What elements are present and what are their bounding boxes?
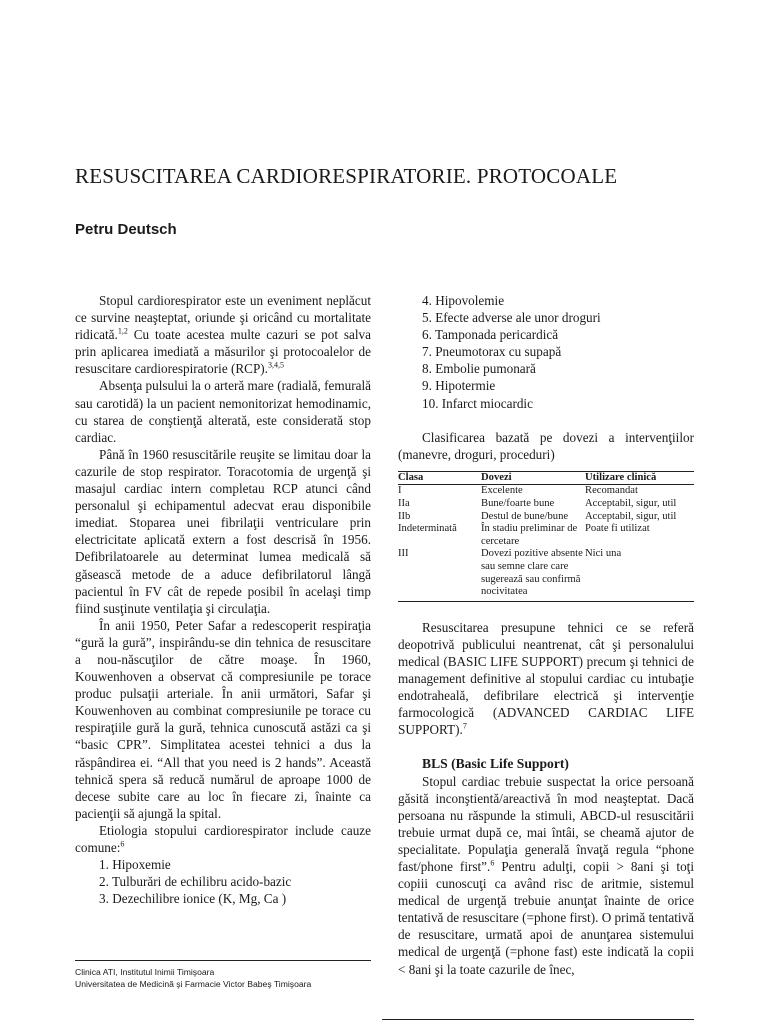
causes-list-right [398, 292, 694, 412]
table-header: Clasa [398, 471, 481, 485]
table-header: Utilizare clinică [585, 471, 694, 485]
resuscitation-paragraph: Resuscitarea presupune tehnici ce se referă deopotrivă publicului neantrenat, cât şi personalului medical (BASIC LIFE SUPPORT) precum şi tehnici de management definitive al stopului cardiac cu intubaţie endotraheală, defibrilare electrică şi intervenţie farmocologică (ADVANCED CARDIAC LIFE SUPPORT).$^7$ [398, 619, 694, 738]
list-item: 1. Hipoxemie [99, 857, 171, 873]
list-item: 4. Hipovolemie [422, 293, 505, 308]
list-item: 5. Efecte adverse ale unor droguri [422, 310, 601, 326]
table-row: Indeterminată În stadiu preliminar de cercetare Poate fi utilizat [398, 523, 650, 547]
causes-list-left [75, 856, 371, 907]
author-name: Petru Deutsch [75, 221, 177, 238]
table-row: I Excelente Recomandat [398, 485, 638, 497]
list-item: 9. Hipotermie [422, 378, 496, 394]
list-item: 3. Dezechilibre ionice (K, Mg, Ca ) [99, 891, 287, 907]
classification-intro: Clasificarea bazată pe dovezi a intervenţiilor (manevre, droguri, proceduri) [398, 429, 694, 462]
page-bottom-divider [382, 1019, 694, 1020]
right-column [398, 292, 694, 978]
table-row: IIb Destul de bune/bune Acceptabil, sigur, util [398, 510, 677, 522]
page-title: RESUSCITAREA CARDIORESPIRATORIE. PROTOCOALE [75, 164, 618, 188]
table-header: Dovezi [481, 471, 585, 485]
intro-paragraph: Stopul cardiorespirator este un eveniment neplăcut ce survine neaşteptat, oriunde şi oricând cu mortalitate ridicată.$^{1,2}$ Cu toate acestea multe cazuri se pot salva prin aplicarea imediată a măsurilor şi protocoalelor de resuscitare cardiorespiratorie (RCP).$^{3,4,5}$ [75, 293, 371, 377]
evidence-table [398, 471, 694, 602]
list-item: 8. Embolie pumonară [422, 361, 536, 377]
table-row: IIa Bune/foarte bune Acceptabil, sigur, util [398, 498, 677, 510]
history-paragraph: Până în 1960 resuscitările reuşite se limitau doar la cazurile de stop respirator. Toracotomia de urgenţă şi masajul cardiac intern completau RCP atunci când personalul şi echipamentul adecvat erau disponibile imediat. Stoparea unei fibrilaţii ventriculare prin electricitate aplicată extern a fost descrisă în 1956. Defibrilatoarele au determinat lumea medicală să găsească metode de a aduce defibrilatorul lângă pacientul în FV cât de repede posibil în acelaşi timp fiind susţinute ventilaţia şi circulaţia. [75, 446, 371, 616]
list-item: 10. Infarct miocardic [422, 395, 533, 411]
left-column [75, 292, 371, 907]
bls-paragraph: Stopul cardiac trebuie suspectat la orice persoană găsită inconştientă/areactivă în mod neaşteptat. Dacă persoana nu răspunde la stimuli, ABCD-ul resuscitării trebuie urmat după ce, mai întâi, se cheamă ajutor de specialitate. Populaţia generală învaţă regula “phone fast/phone first”.$^6$ Pentru adulţi, copii > 8ani şi toţi copiii cunoscuţi ca având risc de aritmie, sistemul medical de urgenţă trebuie anunţat înainte de orice tentativă de resuscitare (=phone first). O primă tentativă de resuscitare, urmată apoi de anunţarea sistemului medical de urgenţă (=phone fast) este indicată la copii < 8ani şi la toate cazurile de înec, [398, 773, 694, 977]
safar-paragraph: În anii 1950, Peter Safar a redescoperit respiraţia “gură la gură”, inspirându-se din tehnica de resuscitare a nou-născuţilor de către moaşe. În 1960, Kouwenhoven a observat că compresiunile pe torace produc pulsaţii arteriale. În anii următori, Safar şi Kouwenhoven au combinat compresiunile pe torace cu respiraţiile gură la gură, tehnica cunoscută astăzi ca şi “basic CPR”. Simplitatea acestei tehnici a dus la răspândirea ei. “All that you need is 2 hands”. Această tehnică spera să reducă numărul de aproape 1000 de decese subite care au loc în fiecare zi, înainte ca pacienţii să ajungă la spital. [75, 617, 371, 821]
list-item: 7. Pneumotorax cu supapă [422, 344, 562, 360]
footnote-university: Universitatea de Medicină şi Farmacie Victor Babeş Timişoara [75, 979, 312, 989]
list-item: 6. Tamponada pericardică [422, 327, 559, 343]
footnote-clinic: Clinica ATI, Institutul Inimii Timişoara [75, 967, 215, 977]
list-item: 2. Tulburări de echilibru acido-bazic [99, 874, 292, 890]
etiology-paragraph: Etiologia stopului cardiorespirator include cauze comune:$^6$ [75, 822, 371, 855]
bls-heading: BLS (Basic Life Support) [422, 756, 569, 772]
footnote-divider [75, 960, 371, 961]
table-row: III Dovezi pozitive absente sau semne clare care sugerează sau confirmă nocivitatea Nici una [398, 548, 694, 601]
pulse-paragraph: Absenţa pulsului la o arteră mare (radială, femurală sau carotidă) la un pacient nemonitorizat hemodinamic, cu starea de conştienţă alterată, este considerată stop cardiac. [75, 378, 371, 445]
